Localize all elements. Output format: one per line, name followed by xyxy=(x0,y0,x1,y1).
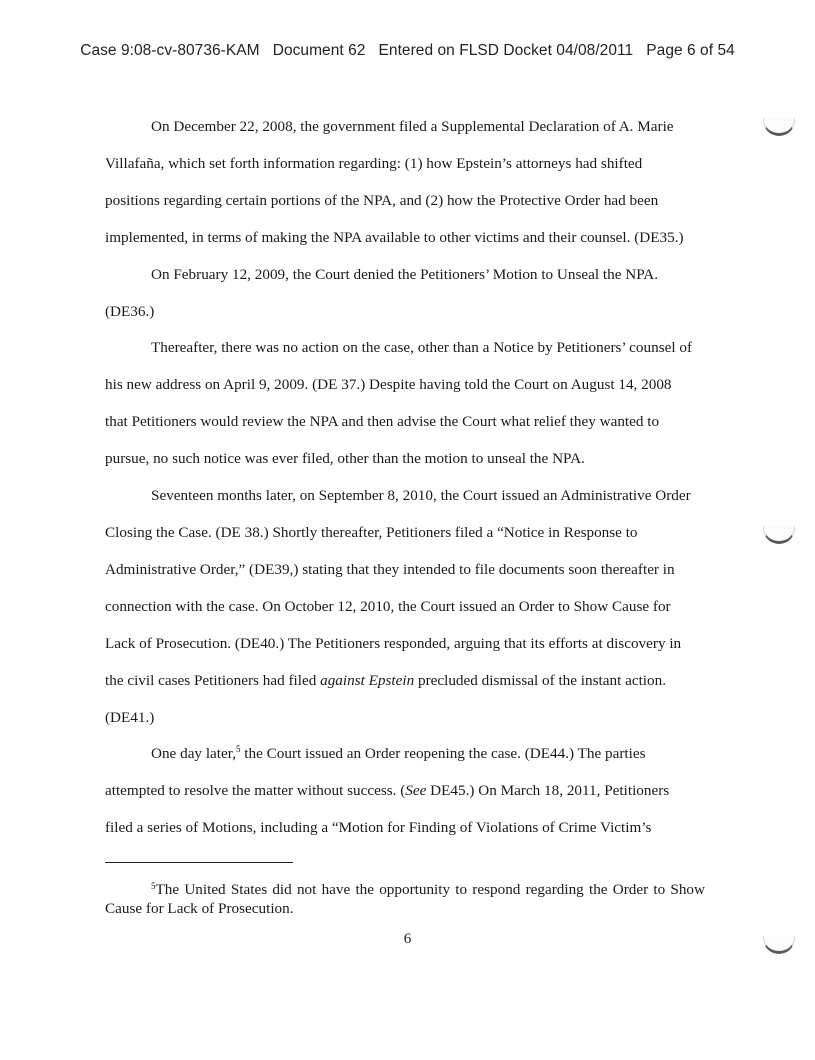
footnote-number: 5 xyxy=(151,881,156,891)
text-line: Administrative Order,” (DE39,) stating that they intended to file documents soon thereafter in xyxy=(105,560,675,578)
footnote xyxy=(105,880,705,918)
text-line: his new address on April 9, 2009. (DE 37.) Despite having told the Court on August 14, 2008 xyxy=(105,376,672,394)
paragraph-reopening xyxy=(105,736,705,847)
text-line: On December 22, 2008, the government filed a Supplemental Declaration of A. Marie xyxy=(151,118,674,135)
footnote-divider xyxy=(105,862,293,863)
text-line: that Petitioners would review the NPA and then advise the Court what relief they wanted to xyxy=(105,413,660,431)
text-line: pursue, no such notice was ever filed, other than the motion to unseal the NPA. xyxy=(105,450,585,468)
text-segment: the civil cases Petitioners had filed xyxy=(105,671,321,689)
italic-text: See xyxy=(405,782,427,800)
paragraph-closing-case xyxy=(105,478,705,736)
text-line: Thereafter, there was no action on the case, other than a Notice by Petitioners’ counsel of xyxy=(151,339,693,357)
text-segment: DE45.) On March 18, 2011, Petitioners xyxy=(426,782,670,800)
text-line: Villafaña, which set forth information regarding: (1) how Epstein’s attorneys had shifted xyxy=(105,154,643,172)
text-line: implemented, in terms of making the NPA available to other victims and their counsel. (DE35.) xyxy=(105,228,684,246)
text-line: connection with the case. On October 12, 2010, the Court issued an Order to Show Cause for xyxy=(105,597,671,615)
text-line: (DE36.) xyxy=(105,302,155,320)
text-segment: One day later, xyxy=(151,745,236,763)
text-line: (DE41.) xyxy=(105,708,155,726)
paragraph-no-action xyxy=(105,330,705,478)
text-line: Closing the Case. (DE 38.) Shortly thereafter, Petitioners filed a “Notice in Response to xyxy=(105,523,638,541)
text-line: Lack of Prosecution. (DE40.) The Petitioners responded, arguing that its efforts at discovery in xyxy=(105,634,682,652)
text-line: Seventeen months later, on September 8, 2010, the Court issued an Administrative Order xyxy=(151,487,691,505)
paragraph-motion-denied xyxy=(105,257,705,331)
paragraph-supplemental-declaration xyxy=(105,109,705,257)
text-segment: precluded dismissal of the instant action. xyxy=(414,671,666,689)
footnote-text: The United States did not have the opportunity to respond regarding the Order to Show Cause for Lack of Prosecution. xyxy=(105,881,705,917)
text-line: positions regarding certain portions of the NPA, and (2) how the Protective Order had been xyxy=(105,191,659,209)
document-body xyxy=(105,109,705,847)
italic-text: against Epstein xyxy=(320,671,415,689)
text-line: On February 12, 2009, the Court denied the Petitioners’ Motion to Unseal the NPA. xyxy=(151,265,659,283)
text-line: filed a series of Motions, including a “Motion for Finding of Violations of Crime Victim’s xyxy=(105,819,652,837)
text-segment: attempted to resolve the matter without success. ( xyxy=(105,782,406,800)
footnote-reference[interactable]: 5 xyxy=(236,744,241,755)
punch-hole-top xyxy=(763,118,795,136)
docket-header: Case 9:08-cv-80736-KAM Document 62 Entered on FLSD Docket 04/08/2011 Page 6 of 54 xyxy=(80,42,735,59)
text-segment: the Court issued an Order reopening the case. (DE44.) The parties xyxy=(240,745,646,763)
page-number: 6 xyxy=(403,930,412,947)
punch-hole-middle xyxy=(763,526,795,544)
